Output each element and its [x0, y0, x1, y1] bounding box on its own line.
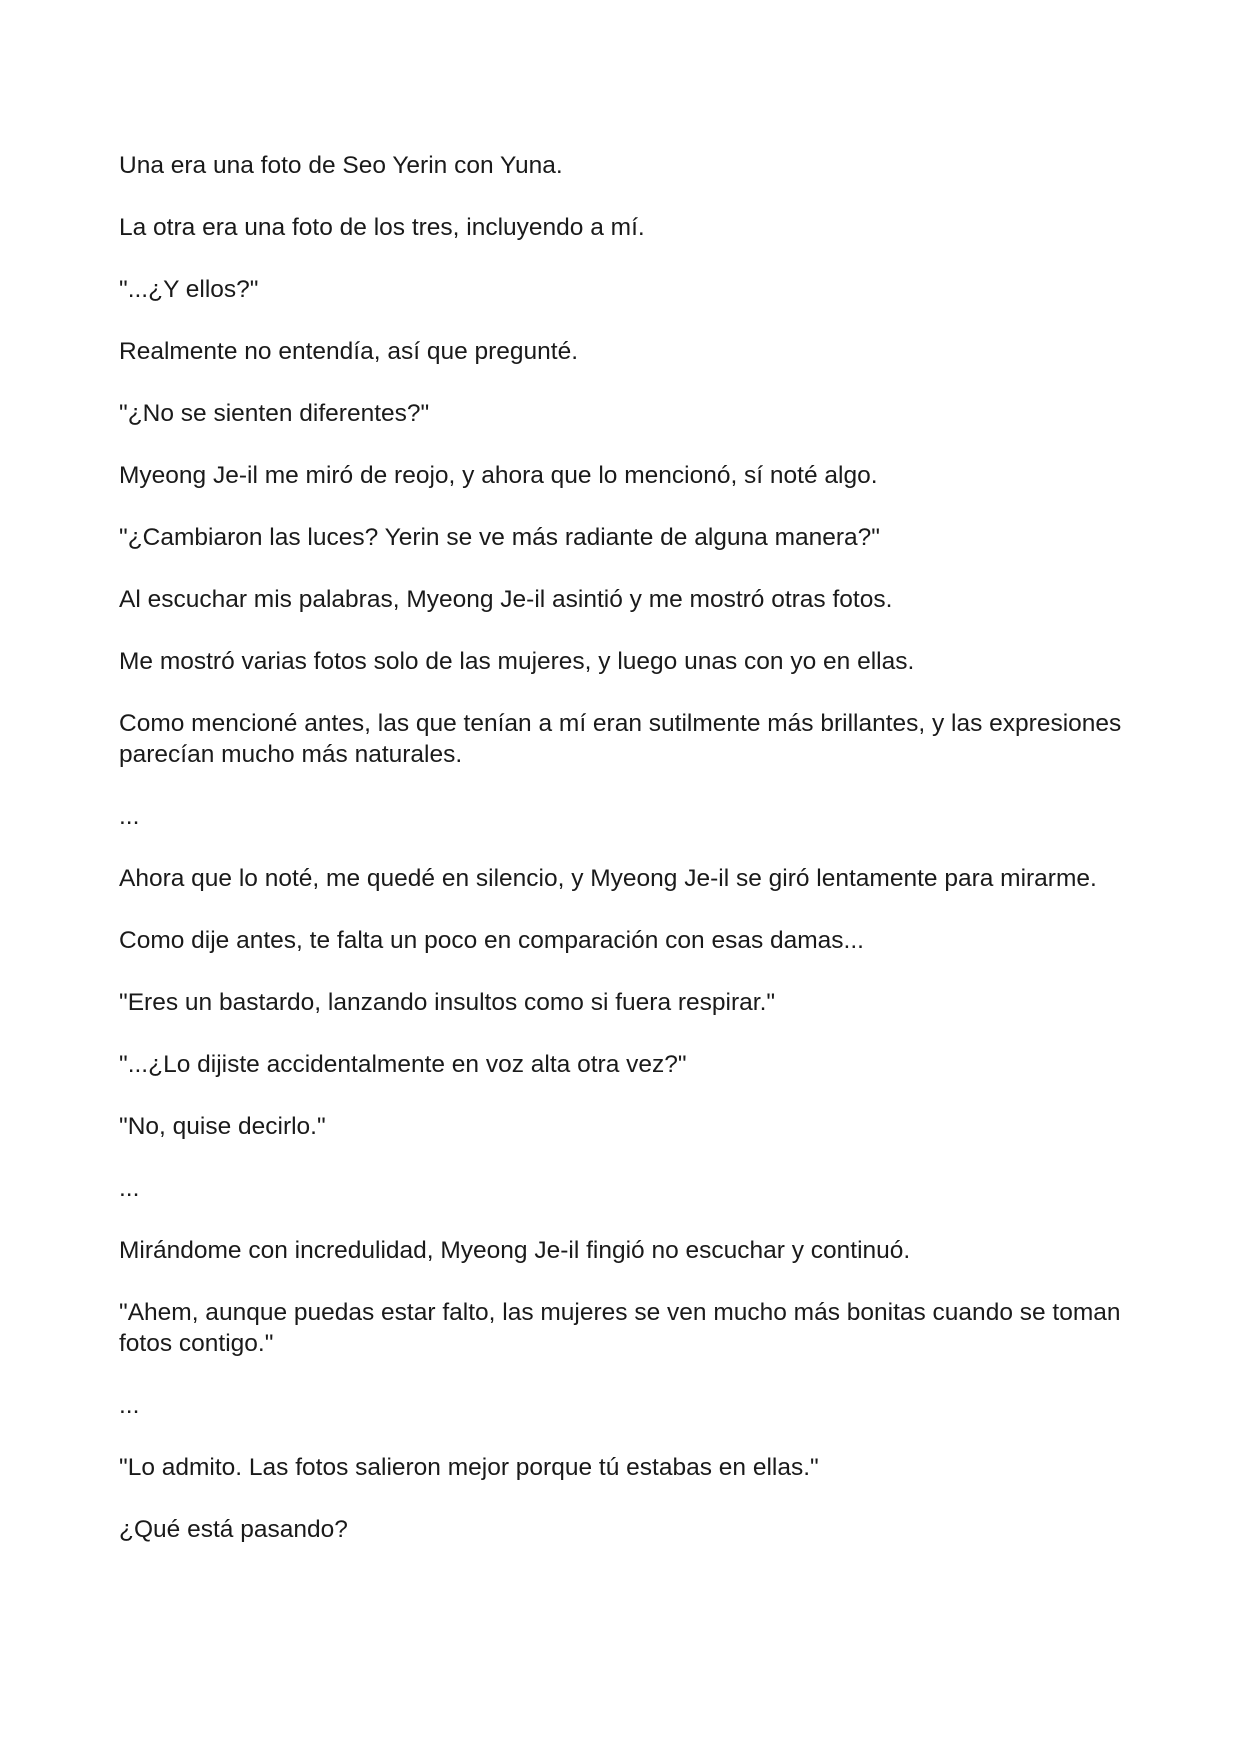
ellipsis-paragraph: ...	[119, 1392, 140, 1419]
paragraph: ¿Qué está pasando?	[119, 1516, 348, 1543]
ellipsis-paragraph: ...	[119, 803, 140, 830]
paragraph: "No, quise decirlo."	[119, 1113, 326, 1140]
paragraph: Como mencioné antes, las que tenían a mí eran sutilmente más brillantes, y las expresiones parecían mucho más naturales.	[119, 710, 1122, 768]
document-body	[119, 150, 1129, 1576]
paragraph: Realmente no entendía, así que pregunté.	[119, 338, 579, 365]
paragraph: Me mostró varias fotos solo de las mujeres, y luego unas con yo en ellas.	[119, 648, 915, 675]
paragraph: La otra era una foto de los tres, incluyendo a mí.	[119, 214, 645, 241]
paragraph: Ahora que lo noté, me quedé en silencio, y Myeong Je-il se giró lentamente para mirarme.	[119, 865, 1097, 892]
paragraph: "...¿Lo dijiste accidentalmente en voz alta otra vez?"	[119, 1051, 687, 1078]
paragraph: "Ahem, aunque puedas estar falto, las mujeres se ven mucho más bonitas cuando se toman fotos contigo."	[119, 1299, 1121, 1357]
ellipsis-paragraph: ...	[119, 1175, 140, 1202]
paragraph: "Eres un bastardo, lanzando insultos como si fuera respirar."	[119, 989, 776, 1016]
paragraph: Una era una foto de Seo Yerin con Yuna.	[119, 152, 563, 179]
paragraph: "¿No se sienten diferentes?"	[119, 400, 430, 427]
paragraph: "¿Cambiaron las luces? Yerin se ve más radiante de alguna manera?"	[119, 524, 880, 551]
paragraph: Como dije antes, te falta un poco en comparación con esas damas...	[119, 927, 864, 954]
paragraph: Myeong Je-il me miró de reojo, y ahora que lo mencionó, sí noté algo.	[119, 462, 878, 489]
paragraph: "Lo admito. Las fotos salieron mejor porque tú estabas en ellas."	[119, 1454, 819, 1481]
paragraph: Al escuchar mis palabras, Myeong Je-il asintió y me mostró otras fotos.	[119, 586, 893, 613]
paragraph: "...¿Y ellos?"	[119, 276, 259, 303]
paragraph: Mirándome con incredulidad, Myeong Je-il fingió no escuchar y continuó.	[119, 1237, 911, 1264]
